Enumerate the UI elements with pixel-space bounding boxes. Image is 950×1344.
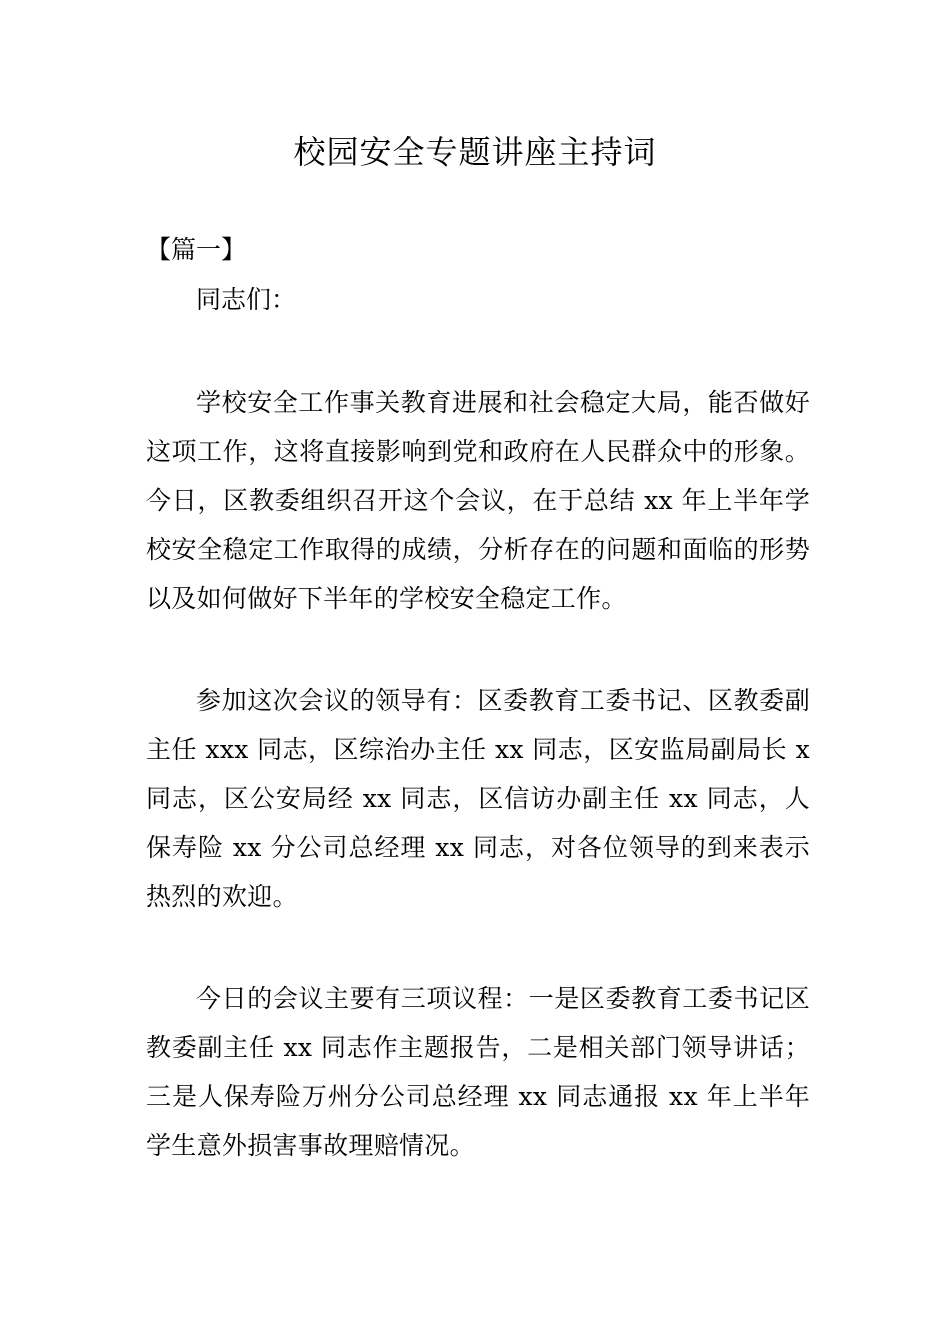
- paragraph-agenda: 今日的会议主要有三项议程：一是区委教育工委书记区教委副主任 xx 同志作主题报告，二是相关部门领导讲话；三是人保寿险万州分公司总经理 xx 同志通报 xx 年上半年学生意外损害事故理赔情况。: [146, 984, 810, 1160]
- document-title: 校园安全专题讲座主持词: [293, 133, 657, 171]
- section-label: 【篇一】: [146, 235, 247, 264]
- paragraph-intro: 学校安全工作事关教育进展和社会稳定大局，能否做好这项工作，这将直接影响到党和政府在人民群众中的形象。今日，区教委组织召开这个会议，在于总结 xx 年上半年学校安全稳定工作取得的成绩，分析存在的问题和面临的形势以及如何做好下半年的学校安全稳定工作。: [146, 388, 810, 613]
- salutation: 同志们：: [196, 285, 297, 314]
- paragraph-attendees: 参加这次会议的领导有：区委教育工委书记、区教委副主任 xxx 同志，区综治办主任 xx 同志，区安监局副局长 x 同志，区公安局经 xx 同志，区信访办副主任 xx 同志，人保寿险 xx 分公司总经理 xx 同志，对各位领导的到来表示热烈的欢迎。: [146, 686, 810, 911]
